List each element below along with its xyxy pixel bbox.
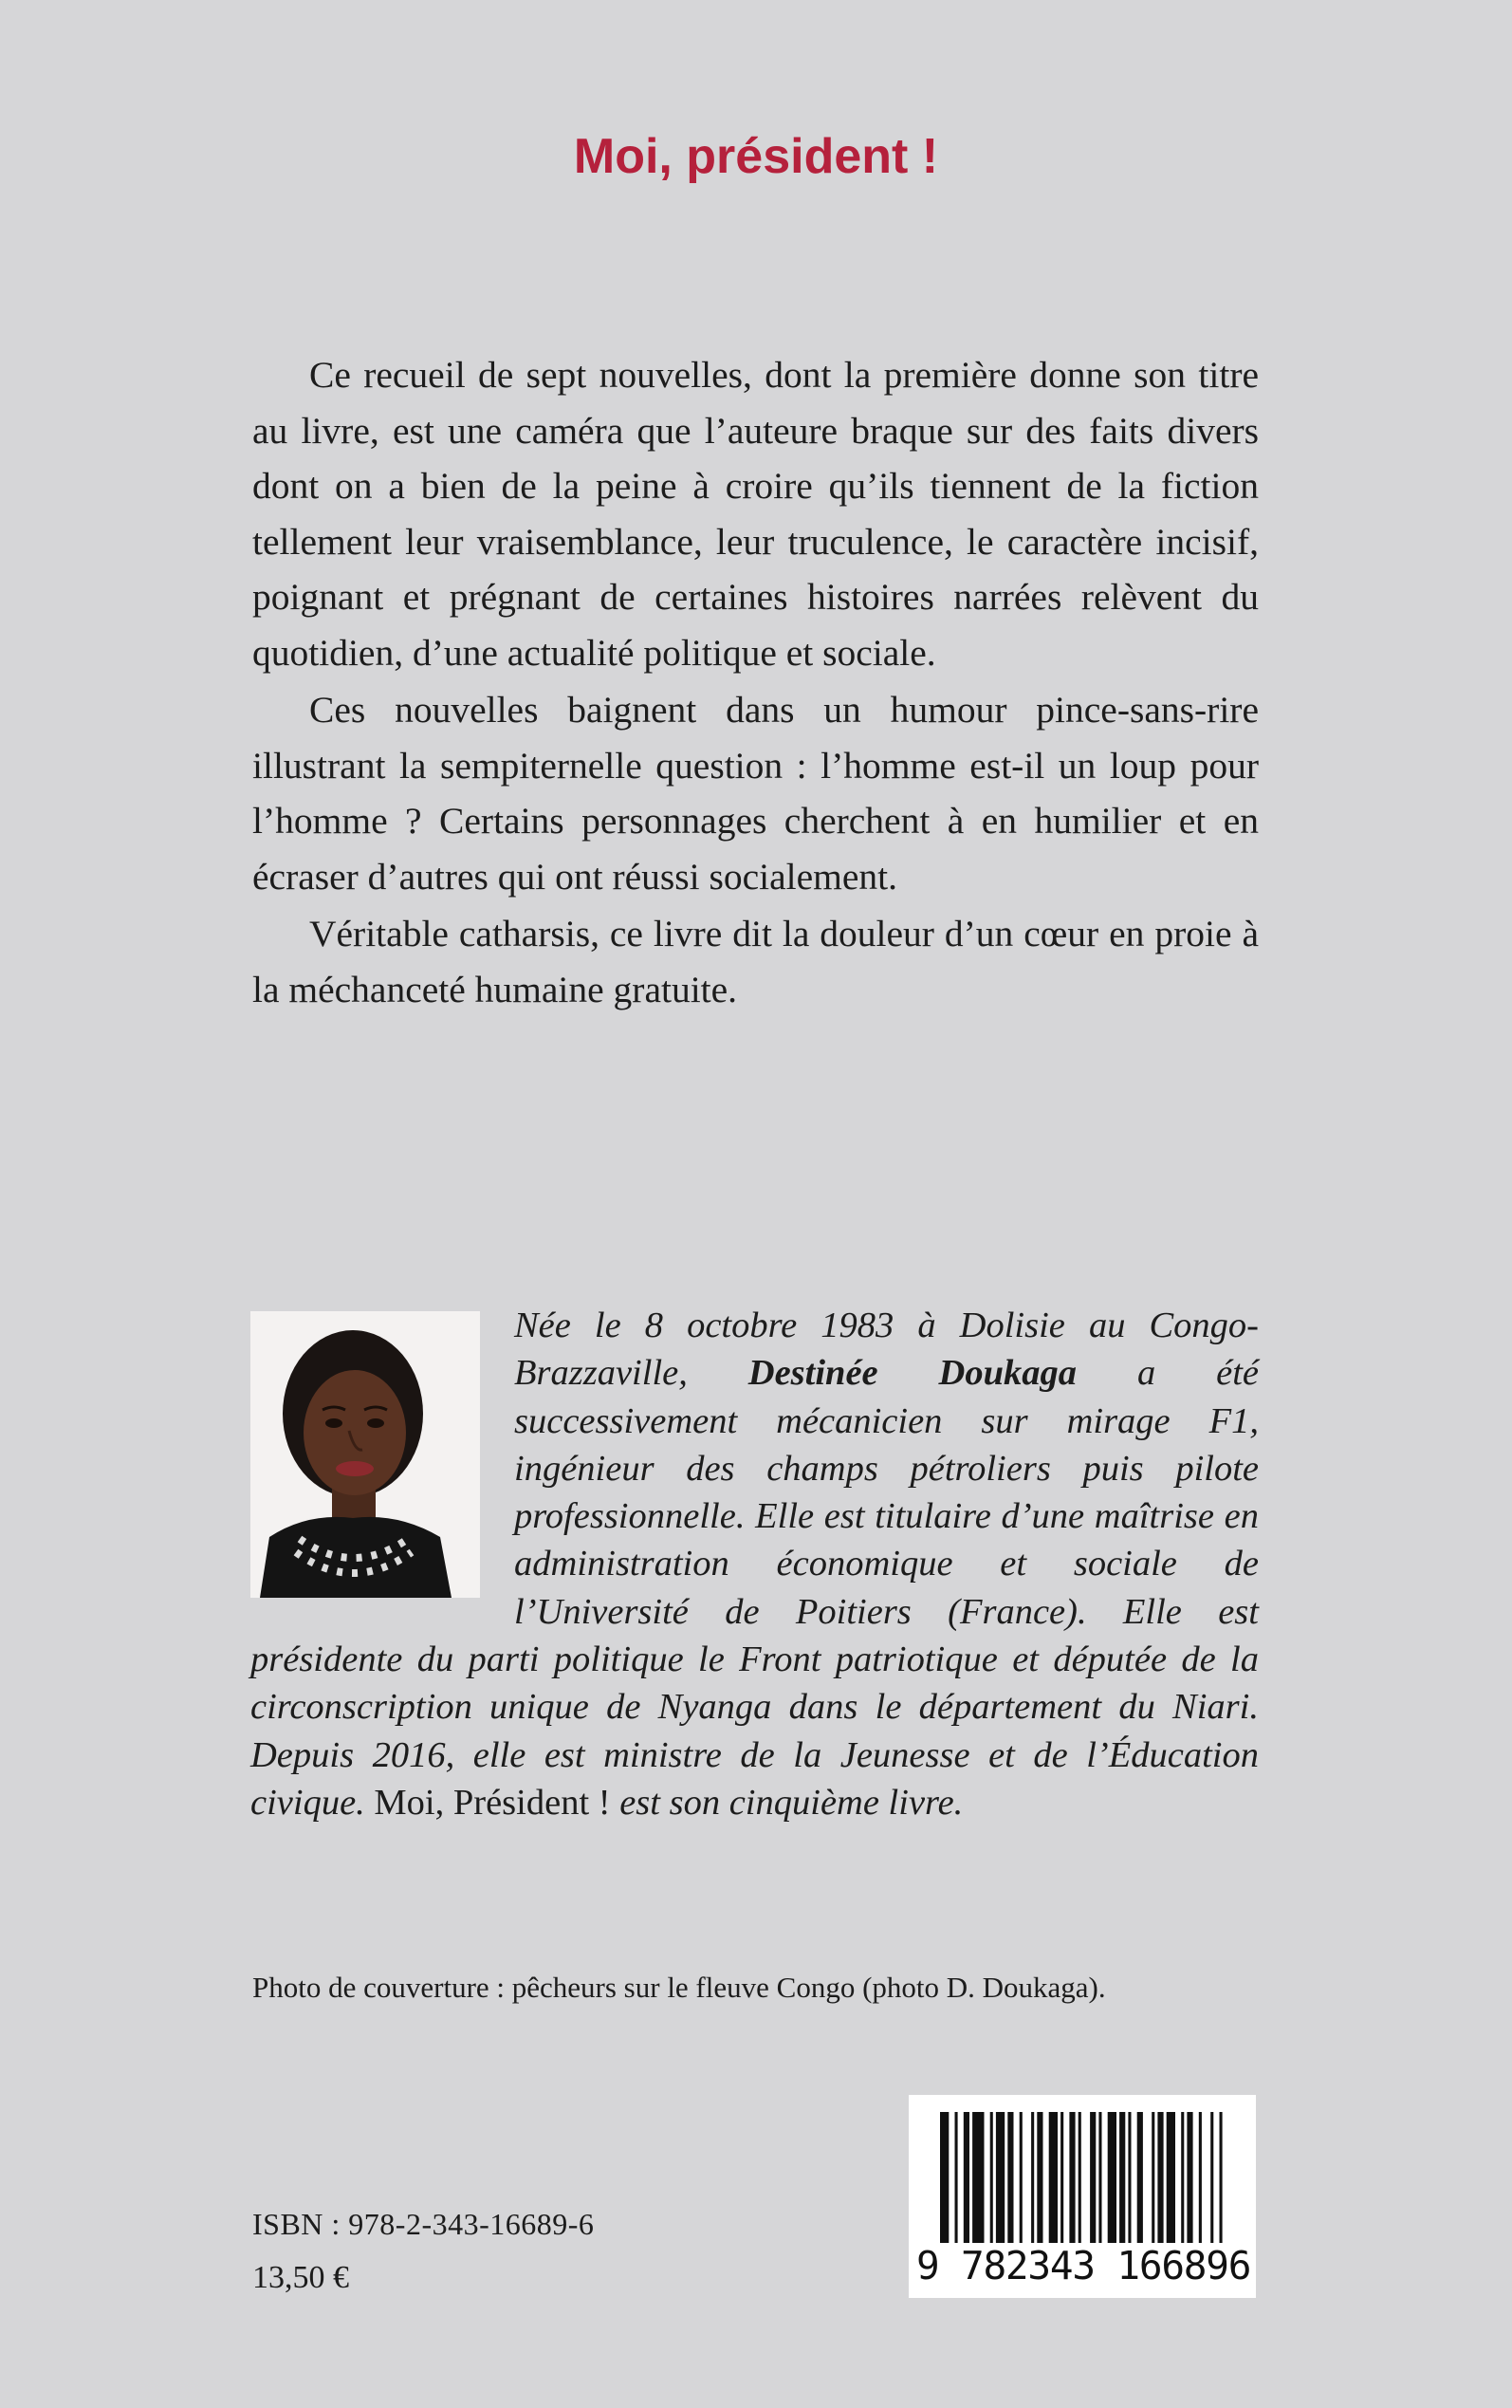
bio-book-title: Moi, Président ! — [374, 1782, 611, 1823]
blurb-paragraph: Véritable catharsis, ce livre dit la douleur d’un cœur en proie à la méchanceté humaine gratuite. — [252, 913, 1259, 1010]
barcode-stripe — [1167, 2112, 1175, 2243]
barcode-stripe — [1037, 2112, 1042, 2243]
barcode-stripe — [1187, 2112, 1192, 2243]
barcode-stripe — [1128, 2112, 1131, 2243]
barcode-stripe — [955, 2112, 958, 2243]
bio-end: est son cinquième livre. — [610, 1782, 964, 1823]
barcode-icon — [909, 2095, 1256, 2298]
book-title: Moi, président ! — [573, 129, 939, 184]
barcode-stripe — [1137, 2112, 1143, 2243]
barcode-stripe — [1007, 2112, 1013, 2243]
barcode-stripe — [1157, 2112, 1163, 2243]
barcode-stripe — [1069, 2112, 1075, 2243]
barcode-stripe — [1060, 2112, 1063, 2243]
blurb-paragraph: Ces nouvelles baignent dans un humour pince-sans-rire illustrant la sempiternelle question : l’homme est-il un loup pour l’homme ? Certains personnages cherchent à en humilier et en écraser d’autres qui ont réussi socialement. — [252, 689, 1259, 898]
barcode-stripe — [1098, 2112, 1101, 2243]
barcode-stripe — [1119, 2112, 1125, 2243]
barcode-stripe — [1181, 2112, 1184, 2243]
barcode-stripe — [996, 2112, 1005, 2243]
barcode-stripe — [1079, 2112, 1081, 2243]
price: 13,50 € — [252, 2260, 349, 2295]
blurb-paragraph: Ce recueil de sept nouvelles, dont la première donne son titre au livre, est une caméra que l’auteure braque sur des faits divers dont on a bien de la peine à croire qu’ils tiennent de la fiction tellement leur vraisemblance, leur truculence, le caractère incisif, poignant et prégnant de certaines histoires narrées relèvent du quotidien, d’une actualité politique et sociale. — [252, 354, 1259, 674]
barcode-stripe — [1049, 2112, 1058, 2243]
author-name: Destinée Doukaga — [747, 1353, 1078, 1394]
barcode-digits: 9 782343 166896 — [916, 2243, 1251, 2288]
barcode-stripe — [1020, 2112, 1023, 2243]
bio-intro: Née le 8 octobre 1983 à Dolisie au Congo-Brazzaville, — [514, 1306, 1259, 1394]
barcode-stripe — [1199, 2112, 1202, 2243]
barcode-stripe — [1220, 2112, 1223, 2243]
barcode-stripe — [1090, 2112, 1096, 2243]
bio-main: a été successivement mécanicien sur mirage F1, ingénieur des champs pétroliers puis pilote professionnelle. Elle est titulaire d’une maîtrise en administration économique et sociale de l’Université de Poitiers (France). Elle est présidente du parti politique le Front patriotique et députée de la circonscription unique de Nyanga dans le département du Niari. Depuis 2016, elle est ministre de la Jeunesse et de l’Éducation civique. — [250, 1353, 1259, 1823]
author-portrait-icon — [250, 1311, 480, 1598]
barcode-stripe — [1210, 2112, 1213, 2243]
photo-credit: Photo de couverture : pêcheurs sur le fleuve Congo (photo D. Doukaga). — [252, 1971, 1106, 2004]
barcode-stripe — [1031, 2112, 1034, 2243]
barcode-stripe — [972, 2112, 984, 2243]
barcode-stripe — [990, 2112, 993, 2243]
barcode-stripe — [1152, 2112, 1154, 2243]
barcode-stripe — [1108, 2112, 1116, 2243]
barcode-stripe — [940, 2112, 949, 2243]
barcode-stripe — [964, 2112, 969, 2243]
author-bio — [250, 1302, 1259, 1826]
isbn: ISBN : 978-2-343-16689-6 — [252, 2207, 595, 2241]
barcode-bars — [940, 2112, 1225, 2243]
back-cover-blurb — [252, 347, 1259, 1019]
